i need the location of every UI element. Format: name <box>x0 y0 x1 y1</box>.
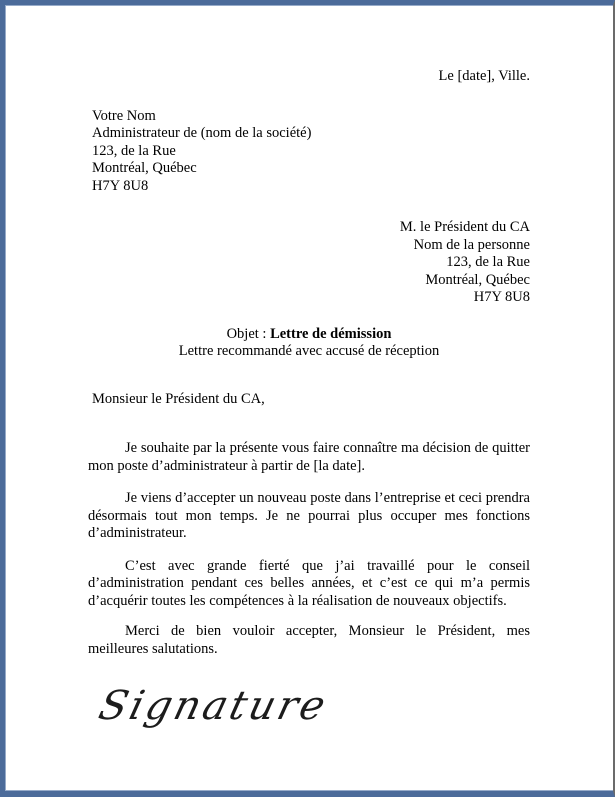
recipient-name: Nom de la personne <box>413 236 530 253</box>
recipient-postal-code: H7Y 8U8 <box>473 289 530 305</box>
sender-street: 123, de la Rue <box>92 142 176 159</box>
sender-postal-code: H7Y 8U8 <box>92 177 149 194</box>
body-paragraph: Je souhaite par la présente vous faire connaître ma décision de quitter mon poste d’administrateur à partir de [la date]. <box>88 440 530 474</box>
body-paragraph: Merci de bien vouloir accepter, Monsieur le Président, mes meilleures salutations. <box>88 623 530 657</box>
recipient-address-block <box>88 219 530 307</box>
recipient-city: Montréal, Québec <box>425 271 530 288</box>
sender-title: Administrateur de (nom de la société) <box>92 125 312 141</box>
body-paragraph: Je viens d’accepter un nouveau poste dans l’entreprise et ceci prendra désormais tout mon temps. Je ne pourrai plus occuper mes fonctions d’administrateur. <box>88 490 530 541</box>
subject-title: Lettre de démission <box>270 325 392 342</box>
subject-line <box>88 326 530 344</box>
recipient-street: 123, de la Rue <box>446 254 530 270</box>
body-paragraph: C’est avec grande fierté que j’ai travaillé pour le conseil d’administration pendant ces belles années, et c’est ce qui m’a permis d’acquérir toutes les compétences à la réalisation de nouveaux objectifs. <box>88 557 530 609</box>
subject-subtitle: Lettre recommandé avec accusé de réception <box>178 343 440 359</box>
subject-block <box>88 326 530 361</box>
sender-address-block <box>92 108 530 196</box>
salutation: Monsieur le Président du CA, <box>92 390 265 407</box>
subject-prefix: Objet : <box>226 325 271 342</box>
date-line: Le [date], Ville. <box>438 68 530 84</box>
sender-city: Montréal, Québec <box>92 160 197 176</box>
recipient-title: M. le Président du CA <box>399 219 530 235</box>
handwritten-signature: Signature <box>94 683 333 729</box>
sender-name: Votre Nom <box>92 107 156 124</box>
